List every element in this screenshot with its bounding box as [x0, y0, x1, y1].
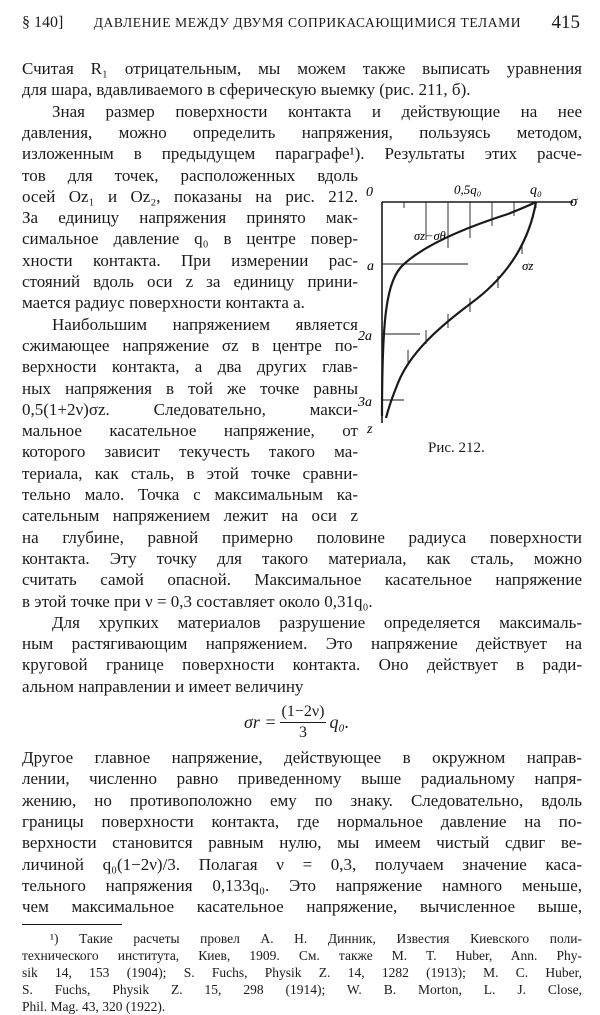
figure-caption: Рис. 212. [428, 440, 485, 456]
label-depth-a: a [367, 259, 374, 274]
text-line: Наибольшим напряжением является [52, 314, 358, 334]
text-line: Для хрупких материалов разрушение определяется максималь- [52, 612, 582, 632]
label-curve-z: σz [522, 258, 534, 273]
text-line: считать самой опасной. Максимальное касательное напряжение [22, 570, 582, 590]
text-line: сательным напряжением лежит на оси z [22, 506, 358, 526]
text-line: тельно мало. Точка с максимальным ка- [22, 485, 358, 504]
text-line: верхности контакта, а два других глав- [22, 357, 358, 377]
text-line: сжимающее напряжение σz в центре по- [22, 335, 358, 355]
text-line: в этой точке при ν = 0,3 составляет около 0,31q₀. [22, 591, 373, 611]
section-number: § 140] [22, 14, 64, 31]
page-header [22, 8, 580, 38]
label-curve-diff: σz−σθ [414, 229, 446, 243]
running-title: ДАВЛЕНИЕ МЕЖДУ ДВУМЯ СОПРИКАСАЮЩИМИСЯ ТЕЛАМИ [93, 15, 522, 30]
text-line: изложенным в предыдущем параграфе¹). Результаты этих расче- [22, 144, 582, 164]
text-line: Другое главное напряжение, действующее в окружном направ- [22, 748, 582, 767]
label-depth-2a: 2a [358, 329, 372, 344]
text-line: Считая R₁ отрицательным, мы можем также выписать уравнения [22, 59, 582, 78]
formula-fraction [280, 703, 327, 742]
text-line: ных напряжения в той же точке равны [22, 378, 358, 398]
label-depth-3a: 3a [358, 395, 372, 410]
text-line: которого зависит текучесть такого ма- [22, 442, 358, 462]
text-line: личиной q₀(1−2ν)/3. Полагая ν = 0,3, получаем значение каса- [22, 854, 582, 874]
footnote-line: ¹) Такие расчеты провел А. Н. Динник, Известия Киевского поли- [50, 931, 582, 947]
text-line: ным растягивающим напряжением. Это напряжение действует на [22, 634, 582, 654]
text-line: границы поверхности контакта, где нормальное давление на по- [22, 811, 582, 831]
text-line: контакта. Эту точку для такого материала, как сталь, можно [22, 548, 582, 568]
text-line: хности контакта. При измерении рас- [22, 250, 358, 270]
page-number: 415 [551, 12, 580, 33]
formula-denominator: 3 [298, 724, 307, 742]
text-line: тельного напряжения 0,133q₀. Это напряжение намного меньше, [22, 875, 582, 895]
footnote-line: S. Fuchs, Physik Z. 15, 298 (1914); W. B. Morton, L. J. Close, [22, 982, 582, 998]
text-line: осей Oz₁ и Oz₂, показаны на рис. 212. [22, 186, 358, 206]
label-z-axis: z [367, 422, 373, 437]
formula-lhs: σr = [244, 712, 277, 733]
footnote-rule [22, 924, 122, 925]
label-sigma-axis: σ [570, 194, 578, 210]
formula-rhs: q₀. [329, 712, 350, 733]
text-line: стояний вдоль оси z за единицу прини- [22, 272, 358, 291]
text-line: Зная размер поверхности контакта и действующие на нее [52, 101, 582, 121]
formula-sigma-r [244, 700, 349, 746]
text-line: верхности становится равным нулю, мы имеем чистый сдвиг ве- [22, 833, 582, 853]
label-q: q₀ [530, 183, 542, 198]
formula-numerator: (1−2ν) [280, 703, 327, 723]
text-line: симальное давление q₀ в центре повер- [22, 229, 358, 249]
label-origin: 0 [366, 185, 373, 200]
horizontal-grid [382, 264, 468, 400]
text-line: жению, но противоположно ему по знаку. Следовательно, вдоль [22, 790, 582, 810]
text-line: териала, как сталь, в этой точке сравни- [22, 463, 358, 483]
label-half-q: 0,5q₀ [454, 182, 482, 197]
text-line: За единицу напряжения принято мак- [22, 208, 358, 228]
text-line: 0,5(1+2ν)σz. Следовательно, макси- [22, 399, 358, 419]
figure-212 [358, 178, 588, 438]
footnote-line: технического института, Киев, 1909. См. также M. T. Huber, Ann. Phy- [22, 948, 582, 964]
footnote-line: sik 14, 153 (1904); S. Fuchs, Physik Z. 14, 1282 (1913); M. C. Huber, [22, 965, 582, 981]
text-line: альном направлении и имеет величину [22, 676, 304, 696]
text-line: круговой границе поверхности контакта. Оно действует в ради- [22, 655, 582, 675]
text-line: мается радиус поверхности контакта a. [22, 293, 305, 313]
curve-ticks [408, 244, 522, 364]
text-line: на глубине, равной примерно половине радиуса поверхности [22, 527, 582, 547]
text-line: чем максимальное касательное напряжение, вычисленное выше, [22, 897, 582, 917]
curve-sigma-z [386, 202, 536, 418]
text-line: лении, численно равно приведенному выше радиальному напря- [22, 769, 582, 789]
footnote-line: Phil. Mag. 43, 320 (1922). [22, 999, 166, 1015]
text-line: для шара, вдавливаемого в сферическую выемку (рис. 211, б). [22, 80, 471, 100]
text-line: давления, можно определить напряжения, пользуясь методом, [22, 122, 582, 142]
curve-sigma-z-minus-theta [382, 202, 536, 416]
text-line: тов для точек, расположенных вдоль [22, 165, 358, 185]
text-line: мальное касательное напряжение, от [22, 421, 358, 441]
